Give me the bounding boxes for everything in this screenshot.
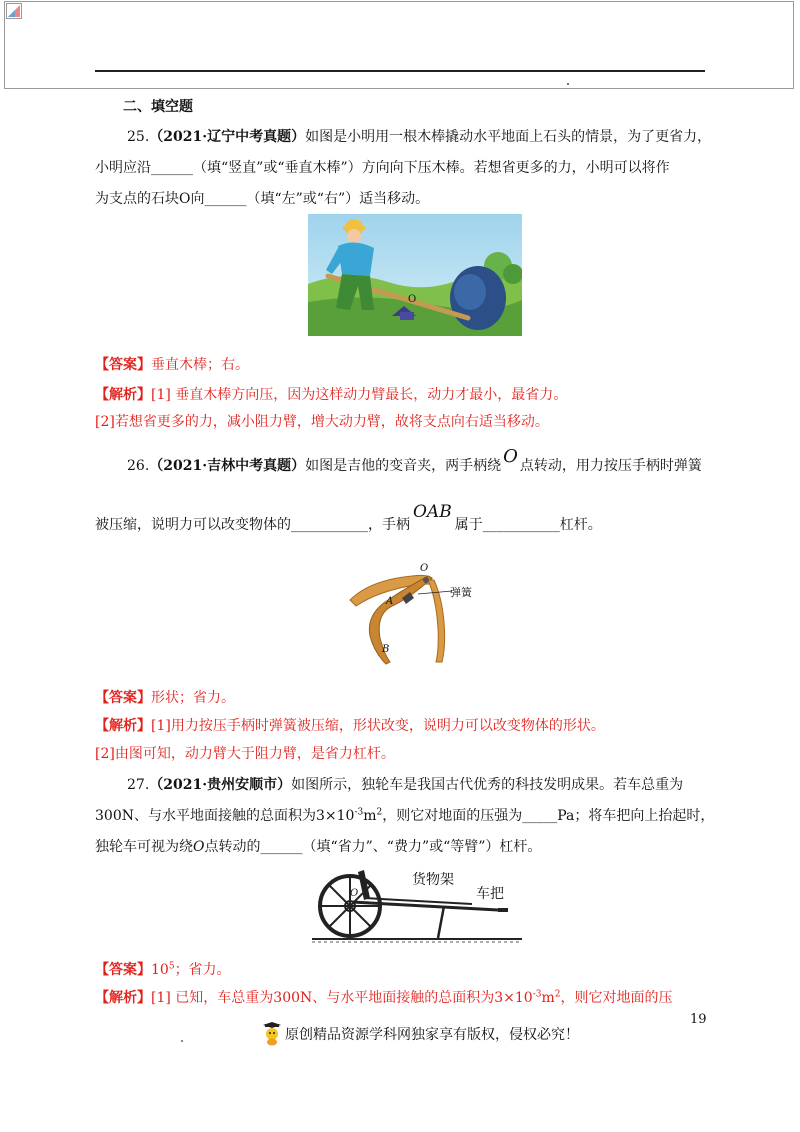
footer-dot: [181, 1040, 183, 1042]
q26-line-1: [127, 446, 702, 476]
q27-answer-text: ；省力。: [174, 962, 231, 978]
crowbar-illustration: [308, 214, 522, 336]
q26-text-2a: 被压缩，说明力可以改变物体的___________，手柄: [95, 517, 410, 533]
q25-answer-text: 垂直木棒；右。: [151, 357, 249, 373]
q27-exponent: -3: [354, 807, 364, 818]
q27-symbol-o: O: [193, 839, 205, 855]
q25-line-2: 小明应沿______（填“竖直”或“垂直木棒”）方向向下压木棒。若想省更多的力，小明可以将作: [95, 160, 670, 176]
q26-fig-label-b: B: [382, 644, 390, 655]
q25-fig-label-o: O: [408, 294, 417, 305]
q27-line-1: [127, 775, 683, 795]
q27-fig-label-handle: 车把: [476, 886, 504, 902]
q27-exponent-2: 2: [376, 807, 383, 818]
q27-text-3b: 点转动的______（填“省力”、“费力”或“等臂”）杠杆。: [204, 839, 542, 855]
q27-text-2a: 300N、与水平地面接触的总面积为3×10: [95, 808, 355, 824]
q26-analysis-1: [95, 716, 605, 736]
q27-answer-exponent: 5: [168, 961, 175, 972]
q25-text-1: 如图是小明用一根木棒撬动水平地面上石头的情景，为了更省力，: [305, 129, 712, 145]
q26-analysis-2: [2]由图可知，动力臂大于阻力臂，是省力杠杆。: [95, 746, 395, 762]
q26-symbol-o: O: [503, 446, 518, 467]
q26-text-1b: 点转动，用力按压手柄时弹簧: [519, 458, 702, 474]
q27-analysis-1: [95, 988, 673, 1008]
q25-line-1: [127, 127, 711, 147]
q25-line-3: 为支点的石块O向______（填“左”或“右”）适当移动。: [95, 191, 430, 207]
q27-analysis-1c: ，则它对地面的压: [560, 990, 673, 1006]
q25-analysis-1-text: [1] 垂直木棒方向压，因为这样动力臂最长，动力才最小，最省力。: [151, 387, 568, 403]
q27-line-3: [95, 837, 541, 857]
q27-fig-label-frame: 货物架: [412, 872, 454, 888]
header-rule: [95, 70, 705, 72]
broken-image-icon: [6, 3, 22, 19]
q26-number: 26.: [127, 458, 150, 474]
q26-analysis-tag: 【解析】: [95, 718, 151, 734]
q27-answer-tag: 【答案】: [95, 962, 151, 978]
q25-number: 25.: [127, 129, 150, 145]
q26-answer-text: 形状；省力。: [151, 690, 235, 706]
q27-line-2: [95, 806, 714, 826]
wheelbarrow-illustration: [312, 862, 522, 946]
footer: [262, 1022, 579, 1046]
q27-answer-base: 10: [151, 962, 169, 978]
q27-text-1: 如图所示，独轮车是我国古代优秀的科技发明成果。若车总重为: [291, 777, 684, 793]
q26-answer-tag: 【答案】: [95, 690, 151, 706]
guitar-capo-illustration: [340, 558, 480, 668]
mascot-icon: [262, 1022, 282, 1046]
q27-source: （2021·贵州安顺市）: [149, 777, 292, 793]
q26-text-2b: 属于___________杠杆。: [454, 517, 602, 533]
q26-analysis-1-text: [1]用力按压手柄时弹簧被压缩，形状改变，说明力可以改变物体的形状。: [151, 718, 605, 734]
q27-analysis-1a: [1] 已知，车总重为300N、与水平地面接触的总面积为3×10: [151, 990, 533, 1006]
q27-unit: m: [363, 808, 377, 824]
q27-analysis-exponent: -3: [532, 989, 542, 1000]
q25-analysis-2: [2]若想省更多的力，减小阻力臂，增大动力臂，故将支点向右适当移动。: [95, 414, 549, 430]
q25-source: （2021·辽宁中考真题）: [149, 129, 306, 145]
q26-text-1a: 如图是吉他的变音夹，两手柄绕: [305, 458, 502, 474]
section-title: 二、填空题: [123, 99, 193, 115]
q26-fig-label-a: A: [386, 596, 394, 607]
q25-answer: [95, 355, 249, 375]
q26-source: （2021·吉林中考真题）: [149, 458, 306, 474]
q26-fig-label-spring: 弹簧: [450, 586, 472, 599]
q25-analysis-tag: 【解析】: [95, 387, 151, 403]
q27-analysis-exponent-2: 2: [554, 989, 561, 1000]
footer-text: 原创精品资源学科网独家享有版权，侵权必究！: [285, 1027, 579, 1043]
page-header: [4, 1, 794, 89]
header-dot: [567, 83, 569, 85]
q27-answer: [95, 960, 231, 980]
q25-analysis-1: [95, 385, 567, 405]
q27-text-3a: 独轮车可视为绕: [95, 839, 193, 855]
q27-analysis-unit: m: [541, 990, 555, 1006]
q26-line-2: [95, 502, 602, 535]
q27-number: 27.: [127, 777, 150, 793]
q27-analysis-tag: 【解析】: [95, 990, 151, 1006]
q26-symbol-oab: OAB: [413, 502, 452, 522]
page-number: 19: [690, 1012, 707, 1027]
q26-answer: [95, 688, 235, 708]
q27-fig-label-o: O: [350, 888, 359, 899]
q27-text-2c: ，则它对地面的压强为_____Pa；将车把向上抬起时，: [382, 808, 715, 824]
q26-fig-label-o: O: [420, 563, 429, 574]
q25-answer-tag: 【答案】: [95, 357, 151, 373]
